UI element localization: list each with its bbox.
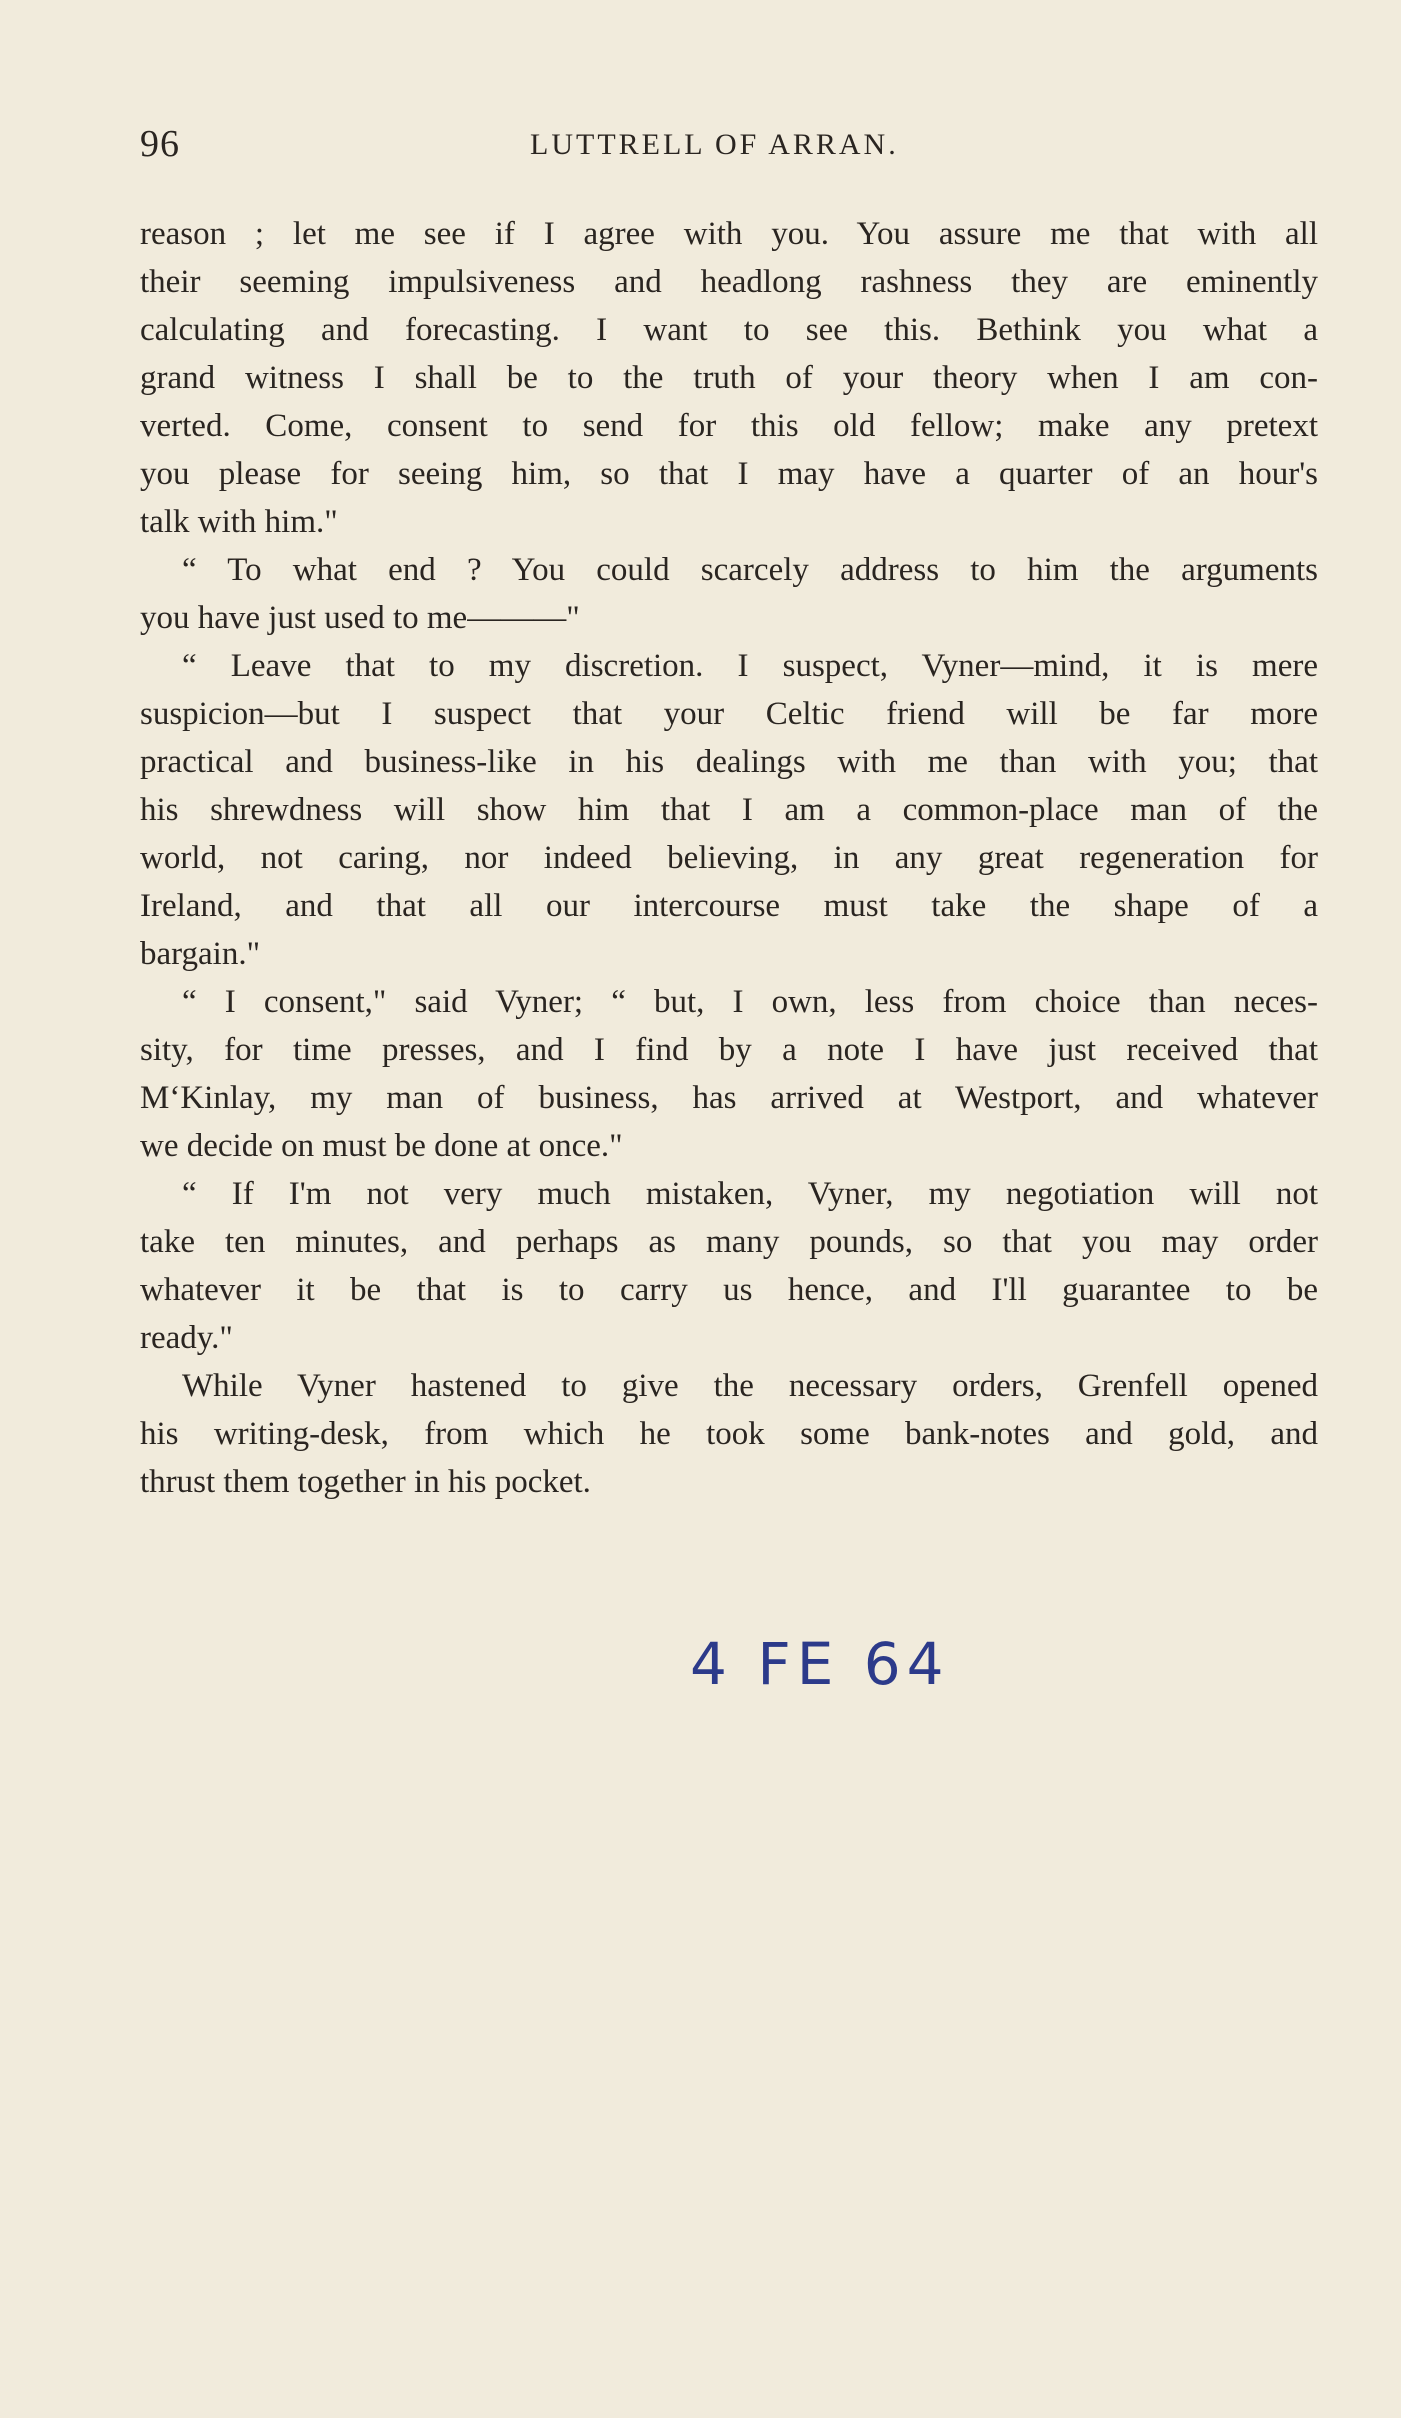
text-line: calculating and forecasting. I want to see this. Bethink you what a <box>140 312 1318 348</box>
text-line: you have just used to me———" <box>140 600 580 636</box>
text-line: we decide on must be done at once." <box>140 1128 623 1164</box>
text-line: “ I consent," said Vyner; “ but, I own, less from choice than neces- <box>182 984 1318 1020</box>
text-line: Ireland, and that all our intercourse must take the shape of a <box>140 888 1318 924</box>
library-date-stamp: 4 FE 64 <box>690 1630 950 1698</box>
page-number: 96 <box>140 123 180 165</box>
text-line: his shrewdness will show him that I am a common-place man of the <box>140 792 1318 828</box>
text-line: ready." <box>140 1320 233 1356</box>
text-line: “ If I'm not very much mistaken, Vyner, my negotiation will not <box>182 1176 1318 1212</box>
text-line: world, not caring, nor indeed believing, in any great regeneration for <box>140 840 1318 876</box>
text-line: verted. Come, consent to send for this old fellow; make any pretext <box>140 408 1318 444</box>
text-line: “ Leave that to my discretion. I suspect, Vyner—mind, it is mere <box>182 648 1318 684</box>
text-line: suspicion—but I suspect that your Celtic friend will be far more <box>140 696 1318 732</box>
text-line: talk with him." <box>140 504 338 540</box>
text-line: reason ; let me see if I agree with you. You assure me that with all <box>140 216 1318 252</box>
text-line: their seeming impulsiveness and headlong rashness they are eminently <box>140 264 1318 300</box>
text-line: his writing-desk, from which he took some bank-notes and gold, and <box>140 1416 1318 1452</box>
running-title: LUTTRELL OF ARRAN. <box>530 128 899 161</box>
text-line: practical and business-like in his dealings with me than with you; that <box>140 744 1318 780</box>
text-line: While Vyner hastened to give the necessary orders, Grenfell opened <box>182 1368 1318 1404</box>
text-line: M‘Kinlay, my man of business, has arrived at Westport, and whatever <box>140 1080 1318 1116</box>
text-line: bargain." <box>140 936 261 972</box>
text-line: take ten minutes, and perhaps as many pounds, so that you may order <box>140 1224 1318 1260</box>
text-line: grand witness I shall be to the truth of your theory when I am con- <box>140 360 1318 396</box>
text-line: whatever it be that is to carry us hence, and I'll guarantee to be <box>140 1272 1318 1308</box>
running-head <box>140 122 1318 170</box>
text-line: sity, for time presses, and I find by a note I have just received that <box>140 1032 1318 1068</box>
text-line: you please for seeing him, so that I may have a quarter of an hour's <box>140 456 1318 492</box>
text-line: thrust them together in his pocket. <box>140 1464 591 1500</box>
text-line: “ To what end ? You could scarcely address to him the arguments <box>182 552 1318 588</box>
body-text <box>140 210 1318 1506</box>
